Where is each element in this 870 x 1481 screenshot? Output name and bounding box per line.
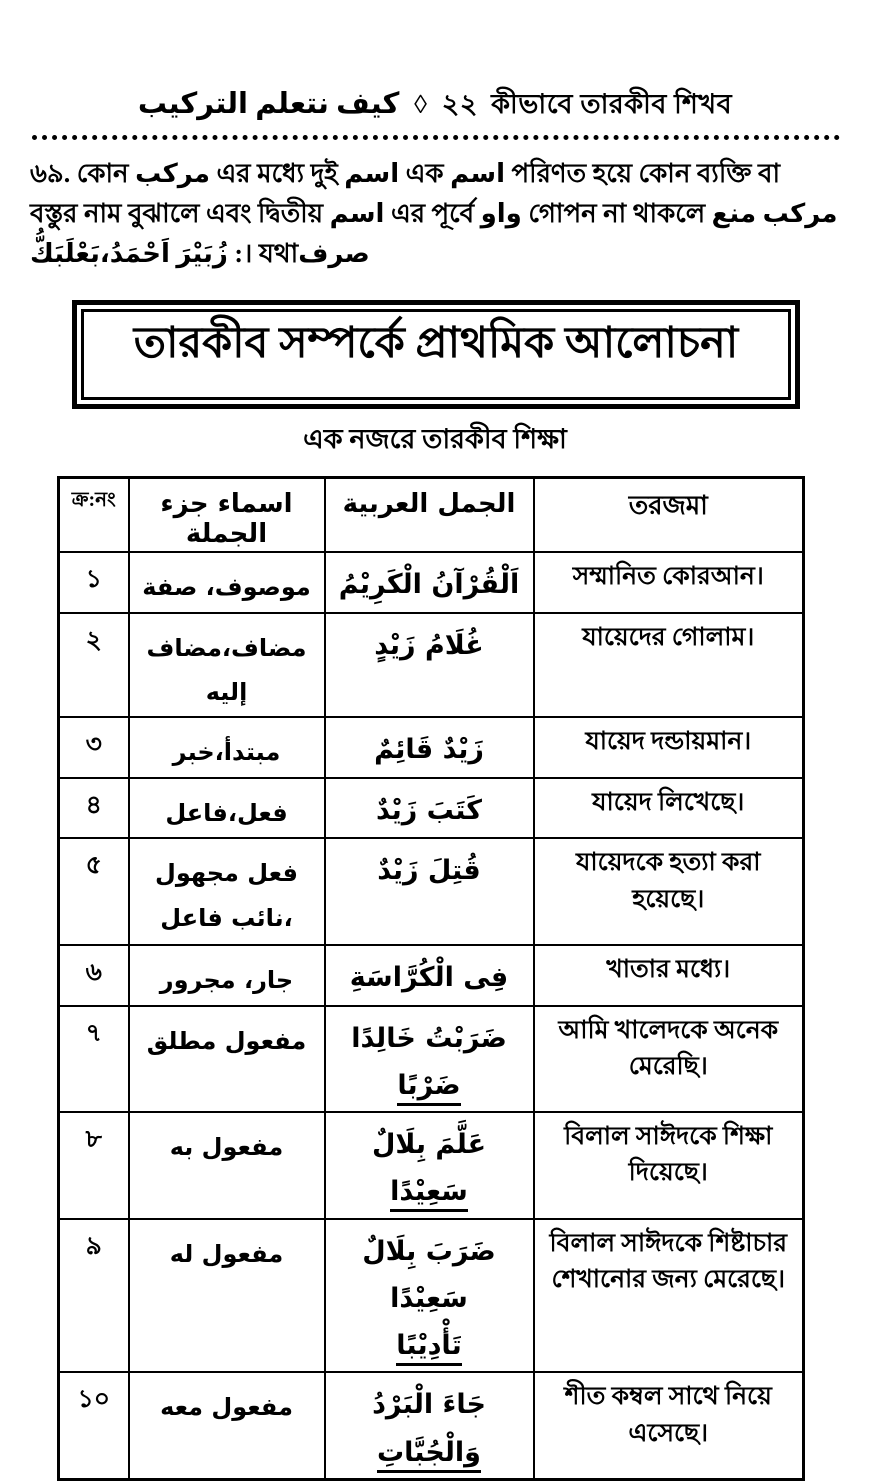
table-header-row: [59, 478, 804, 553]
translation-cell: যায়েদের গোলাম।: [534, 613, 804, 718]
arabic-text: عَلَّمَ بِلَالٌ: [371, 1129, 487, 1161]
section-title-box: [72, 300, 800, 409]
arabic-text: اَلْقُرْآنُ الْكَرِيْمُ: [338, 569, 520, 601]
table-subtitle: এক নজরে তারকীব শিক্ষা: [303, 424, 567, 455]
tarkib-overview-table: [57, 476, 805, 1481]
grammar-cell: مفعول مطلق: [129, 1006, 325, 1113]
translation-cell: সম্মানিত কোরআন।: [534, 552, 804, 612]
arabic-sentence-cell: [325, 1372, 534, 1479]
arabic-sentence-cell: [325, 1219, 534, 1373]
col-header-translation: তরজমা: [534, 478, 804, 553]
arabic-text: فِى الْكُرَّاسَةِ: [349, 962, 509, 994]
arabic-sentence-cell: [325, 778, 534, 838]
translation-cell: খাতার মধ্যে।: [534, 945, 804, 1005]
intro-paragraph-line-1: ৬৯. কোন مركب এর মধ্যে দুই اسم এক اسم পরিণত হয়ে কোন ব্যক্তি বা: [30, 159, 781, 188]
arabic-underlined-text: وَالْجُبَّاتِ: [377, 1437, 481, 1473]
arabic-sentence-cell: [325, 613, 534, 718]
serial-cell: ২: [59, 613, 129, 718]
grammar-cell: مفعول به: [129, 1112, 325, 1219]
col-header-serial: ক্র:নং: [59, 478, 129, 553]
arabic-text: ضَرَبْتُ خَالِدًا: [351, 1022, 507, 1054]
page-header: [30, 84, 840, 129]
arabic-text: كَتَبَ زَيْدٌ: [376, 794, 482, 826]
translation-cell: বিলাল সাঈদকে শিক্ষা দিয়েছে।: [534, 1112, 804, 1219]
header-arabic-title: كيف نتعلم التركيب: [137, 88, 400, 120]
translation-cell: শীত কম্বল সাথে নিয়ে এসেছে।: [534, 1372, 804, 1479]
intro-paragraph: [30, 154, 844, 274]
translation-cell: যায়েদ দন্ডায়মান।: [534, 717, 804, 777]
arabic-text: ضَرَبَ بِلَالٌ سَعِيْدًا: [362, 1235, 496, 1314]
grammar-cell: فعل،فاعل: [129, 778, 325, 838]
diamond-icon: ◊: [414, 90, 428, 119]
arabic-text: غُلَامُ زَيْدٍ: [374, 629, 484, 661]
grammar-cell: مفعول معه: [129, 1372, 325, 1479]
table-row: [59, 717, 804, 777]
header-page-number: ২২: [441, 89, 478, 119]
translation-cell: আমি খালেদকে অনেক মেরেছি।: [534, 1006, 804, 1113]
dotted-divider: [32, 135, 840, 140]
arabic-sentence-cell: [325, 717, 534, 777]
serial-cell: ১: [59, 552, 129, 612]
serial-cell: ৬: [59, 945, 129, 1005]
table-row: [59, 552, 804, 612]
arabic-text: جَاءَ الْبَرْدُ: [372, 1389, 486, 1421]
arabic-sentence-cell: [325, 1006, 534, 1113]
table-row: [59, 1372, 804, 1479]
section-title: তারকীব সম্পর্কে প্রাথমিক আলোচনা: [81, 309, 791, 400]
grammar-cell: مضاف،مضاف إليه: [129, 613, 325, 718]
grammar-cell: موصوف، صفة: [129, 552, 325, 612]
grammar-cell: مفعول له: [129, 1219, 325, 1373]
arabic-underlined-text: تَأْدِيْبًا: [396, 1330, 461, 1366]
serial-cell: ৮: [59, 1112, 129, 1219]
col-header-arabic-sentences: الجمل العربية: [325, 478, 534, 553]
grammar-cell: مبتدأ،خبر: [129, 717, 325, 777]
arabic-text: قُتِلَ زَيْدٌ: [377, 855, 481, 887]
table-row: [59, 838, 804, 945]
arabic-underlined-text: سَعِيْدًا: [390, 1176, 468, 1212]
table-row: [59, 1112, 804, 1219]
translation-cell: যায়েদকে হত্যা করা হয়েছে।: [534, 838, 804, 945]
grammar-cell: فعل مجهول ،نائب فاعل: [129, 838, 325, 945]
serial-cell: ৯: [59, 1219, 129, 1373]
table-row: [59, 1219, 804, 1373]
serial-cell: ৭: [59, 1006, 129, 1113]
translation-cell: বিলাল সাঈদকে শিষ্টাচার শেখানোর জন্য মেরেছে।: [534, 1219, 804, 1373]
table-row: [59, 1006, 804, 1113]
arabic-sentence-cell: [325, 838, 534, 945]
serial-cell: ৫: [59, 838, 129, 945]
header-bengali-title: কীভাবে তারকীব শিখব: [491, 89, 733, 119]
arabic-underlined-text: ضَرْبًا: [397, 1070, 460, 1106]
arabic-sentence-cell: [325, 1112, 534, 1219]
translation-cell: যায়েদ লিখেছে।: [534, 778, 804, 838]
arabic-text: زَيْدٌ قَائِمٌ: [374, 734, 484, 766]
intro-paragraph-line-2: বস্তুর নাম বুঝালে এবং দ্বিতীয় اسم এর পূর্বে واو গোপন না থাকলে مركب منع: [30, 199, 838, 228]
table-row: [59, 945, 804, 1005]
table-row: [59, 613, 804, 718]
serial-cell: ৪: [59, 778, 129, 838]
table-row: [59, 778, 804, 838]
col-header-grammar-terms: اسماء جزء الجملة: [129, 478, 325, 553]
serial-cell: ১০: [59, 1372, 129, 1479]
intro-paragraph-line-3: صرف। যথা: زُبَيْرَ اَحْمَدُ،بَعْلَبَكُّ: [30, 239, 370, 268]
serial-cell: ৩: [59, 717, 129, 777]
grammar-cell: جار، مجرور: [129, 945, 325, 1005]
arabic-sentence-cell: [325, 552, 534, 612]
arabic-sentence-cell: [325, 945, 534, 1005]
